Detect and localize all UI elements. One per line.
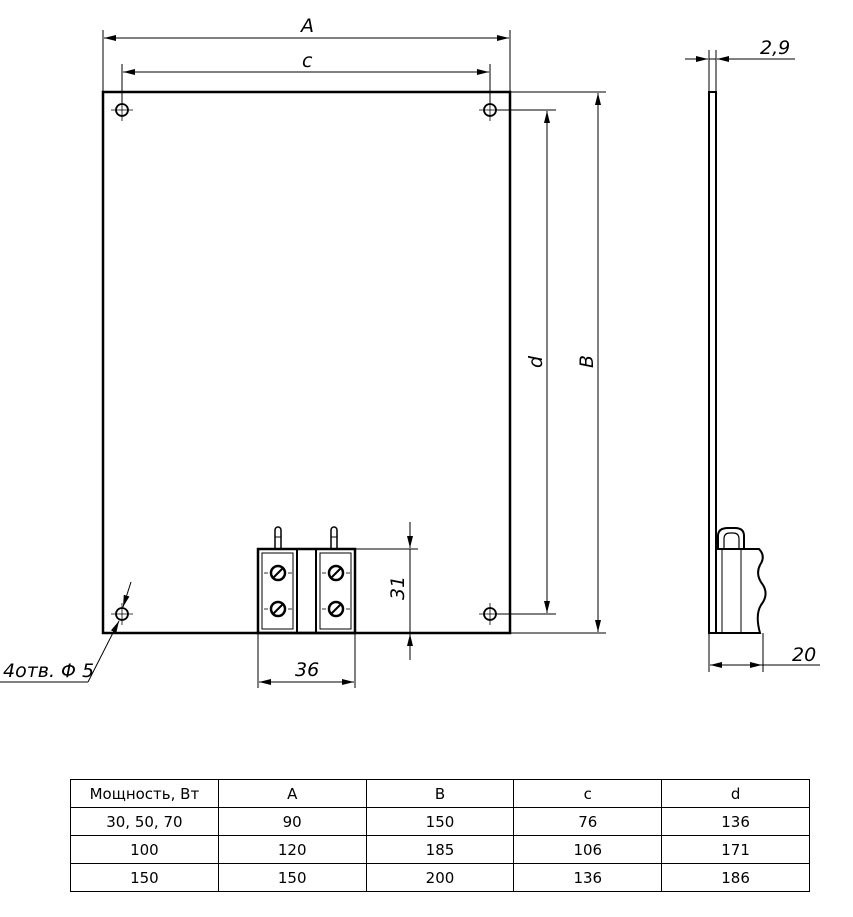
table-cell: 150 [366, 808, 514, 836]
dimension-c-label: c [302, 50, 313, 72]
dimension-36-label: 36 [295, 659, 320, 681]
dimension-lines [0, 30, 606, 688]
table-header-cell: B [366, 780, 514, 808]
dimension-thickness-label: 2,9 [760, 37, 791, 59]
table-cell: 90 [218, 808, 366, 836]
terminal-screw [322, 566, 350, 580]
table-cell: 136 [514, 864, 662, 892]
table-cell: 120 [218, 836, 366, 864]
table-cell: 186 [662, 864, 810, 892]
table-header-cell: c [514, 780, 662, 808]
mounting-hole [111, 603, 133, 625]
dimension-d-label: d [525, 355, 547, 368]
table-cell: 150 [218, 864, 366, 892]
table-row [71, 836, 810, 864]
table-header-cell: Мощность, Вт [71, 780, 219, 808]
terminal-pin [275, 527, 281, 549]
holes-note: 4отв. Φ 5 [3, 660, 95, 682]
table-cell: 136 [662, 808, 810, 836]
table-cell: 30, 50, 70 [71, 808, 219, 836]
dimension-depth-label: 20 [792, 644, 817, 666]
table-header-cell: d [662, 780, 810, 808]
table-cell: 76 [514, 808, 662, 836]
side-view [685, 50, 820, 672]
table-cell: 106 [514, 836, 662, 864]
plate-outline [103, 92, 510, 633]
dimension-31-label: 31 [387, 575, 409, 600]
table-header-row [71, 780, 810, 808]
specs-table [70, 779, 810, 892]
table-cell: 171 [662, 836, 810, 864]
terminal-pin [331, 527, 337, 549]
terminal-block [258, 527, 355, 633]
table-cell: 150 [71, 864, 219, 892]
table-header-cell: A [218, 780, 366, 808]
terminal-screw [264, 602, 292, 616]
table-cell: 100 [71, 836, 219, 864]
front-view [103, 92, 510, 633]
terminal-screw [264, 566, 292, 580]
terminal-wire-loop [718, 528, 744, 549]
dimension-b-label: B [576, 354, 598, 368]
plate-edge [709, 92, 716, 633]
mounting-holes [111, 99, 501, 625]
terminal-screw [322, 602, 350, 616]
table-row [71, 864, 810, 892]
table-cell: 200 [366, 864, 514, 892]
dimension-a-label: A [301, 15, 314, 37]
table-cell: 185 [366, 836, 514, 864]
table-row [71, 808, 810, 836]
